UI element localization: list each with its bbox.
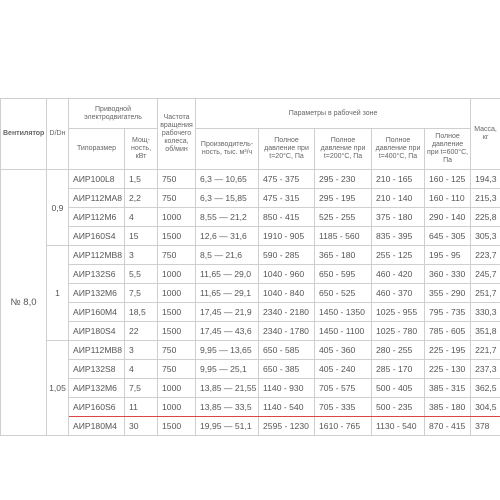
cell-pressure-20: 2340 - 1780 <box>259 322 315 341</box>
cell-pressure-20: 650 - 585 <box>259 341 315 360</box>
cell-pressure-400: 500 - 405 <box>372 379 425 398</box>
table-row <box>1 170 500 189</box>
table-row <box>1 417 500 436</box>
cell-power: 30 <box>125 417 158 436</box>
cell-pressure-20: 850 - 415 <box>259 208 315 227</box>
cell-pressure-200: 1185 - 560 <box>315 227 372 246</box>
table-row <box>1 246 500 265</box>
cell-pressure-200: 295 - 195 <box>315 189 372 208</box>
table-row <box>1 208 500 227</box>
cell-speed: 1500 <box>158 227 196 246</box>
cell-pressure-600: 785 - 605 <box>425 322 471 341</box>
cell-mass: 351,8 <box>471 322 500 341</box>
cell-pressure-20: 1140 - 540 <box>259 398 315 417</box>
cell-capacity: 11,65 — 29,0 <box>196 265 259 284</box>
cell-pressure-200: 295 - 230 <box>315 170 372 189</box>
header-fan: Вентилятор <box>1 99 47 170</box>
cell-capacity: 13,85 — 33,5 <box>196 398 259 417</box>
cell-pressure-600: 360 - 330 <box>425 265 471 284</box>
cell-motor-type: АИР132S6 <box>69 265 125 284</box>
cell-capacity: 6,3 — 10,65 <box>196 170 259 189</box>
cell-pressure-600: 385 - 315 <box>425 379 471 398</box>
cell-motor-type: АИР132М6 <box>69 284 125 303</box>
cell-speed: 1000 <box>158 284 196 303</box>
cell-motor-type: АИР100L8 <box>69 170 125 189</box>
cell-capacity: 11,65 — 29,1 <box>196 284 259 303</box>
cell-pressure-200: 525 - 255 <box>315 208 372 227</box>
cell-pressure-600: 195 - 95 <box>425 246 471 265</box>
cell-mass: 378 <box>471 417 500 436</box>
cell-motor-type: АИР112МВ8 <box>69 246 125 265</box>
cell-pressure-600: 355 - 290 <box>425 284 471 303</box>
header-p200: Полное давление при t=200°С, Па <box>315 129 372 170</box>
header-capacity: Производитель-ность, тыс. м³/ч <box>196 129 259 170</box>
cell-pressure-20: 1140 - 930 <box>259 379 315 398</box>
table-row <box>1 303 500 322</box>
header-p400: Полное давление при t=400°С, Па <box>372 129 425 170</box>
cell-speed: 1500 <box>158 303 196 322</box>
cell-power: 15 <box>125 227 158 246</box>
cell-pressure-200: 405 - 240 <box>315 360 372 379</box>
cell-mass: 251,7 <box>471 284 500 303</box>
cell-pressure-400: 280 - 255 <box>372 341 425 360</box>
table-row <box>1 360 500 379</box>
cell-capacity: 12,6 — 31,6 <box>196 227 259 246</box>
cell-pressure-20: 2340 - 2180 <box>259 303 315 322</box>
header-p20: Полное давление при t=20°С, Па <box>259 129 315 170</box>
header-params: Параметры в рабочей зоне <box>196 99 471 129</box>
cell-power: 22 <box>125 322 158 341</box>
cell-speed: 1000 <box>158 265 196 284</box>
cell-pressure-20: 590 - 285 <box>259 246 315 265</box>
cell-pressure-200: 1610 - 765 <box>315 417 372 436</box>
cell-mass: 237,3 <box>471 360 500 379</box>
cell-pressure-200: 705 - 335 <box>315 398 372 417</box>
cell-pressure-200: 365 - 180 <box>315 246 372 265</box>
cell-pressure-20: 1910 - 905 <box>259 227 315 246</box>
table-row <box>1 322 500 341</box>
cell-pressure-200: 705 - 575 <box>315 379 372 398</box>
cell-speed: 750 <box>158 341 196 360</box>
cell-capacity: 19,95 — 51,1 <box>196 417 259 436</box>
cell-pressure-400: 285 - 170 <box>372 360 425 379</box>
cell-power: 4 <box>125 360 158 379</box>
fan-label: № 8,0 <box>1 170 47 436</box>
header-type: Типоразмер <box>69 129 125 170</box>
cell-pressure-20: 475 - 375 <box>259 170 315 189</box>
cell-mass: 304,5 <box>471 398 500 417</box>
cell-pressure-200: 650 - 525 <box>315 284 372 303</box>
cell-motor-type: АИР112МВ8 <box>69 341 125 360</box>
cell-pressure-600: 870 - 415 <box>425 417 471 436</box>
cell-pressure-600: 225 - 130 <box>425 360 471 379</box>
cell-motor-type: АИР160М4 <box>69 303 125 322</box>
cell-pressure-400: 500 - 235 <box>372 398 425 417</box>
cell-mass: 245,7 <box>471 265 500 284</box>
cell-pressure-20: 650 - 385 <box>259 360 315 379</box>
fan-spec-table <box>0 98 500 436</box>
cell-motor-type: АИР132S8 <box>69 360 125 379</box>
cell-mass: 305,3 <box>471 227 500 246</box>
cell-speed: 1500 <box>158 417 196 436</box>
table-body <box>1 170 500 436</box>
cell-pressure-400: 210 - 140 <box>372 189 425 208</box>
cell-speed: 1000 <box>158 379 196 398</box>
cell-capacity: 9,95 — 13,65 <box>196 341 259 360</box>
cell-pressure-400: 460 - 420 <box>372 265 425 284</box>
header-dd: D/Dн <box>47 99 69 170</box>
cell-pressure-600: 645 - 305 <box>425 227 471 246</box>
cell-power: 3 <box>125 246 158 265</box>
cell-pressure-20: 475 - 315 <box>259 189 315 208</box>
cell-motor-type: АИР180М4 <box>69 417 125 436</box>
cell-pressure-200: 405 - 360 <box>315 341 372 360</box>
header-mass: Масса, кг <box>471 99 500 170</box>
header-power: Мощ-ность, кВт <box>125 129 158 170</box>
cell-pressure-400: 255 - 125 <box>372 246 425 265</box>
cell-pressure-600: 225 - 195 <box>425 341 471 360</box>
cell-speed: 750 <box>158 246 196 265</box>
cell-speed: 1500 <box>158 322 196 341</box>
cell-pressure-20: 1040 - 960 <box>259 265 315 284</box>
dd-value: 1 <box>47 246 69 341</box>
cell-pressure-600: 795 - 735 <box>425 303 471 322</box>
cell-pressure-400: 210 - 165 <box>372 170 425 189</box>
cell-power: 4 <box>125 208 158 227</box>
cell-power: 2,2 <box>125 189 158 208</box>
table-row <box>1 398 500 417</box>
table-row <box>1 341 500 360</box>
cell-speed: 750 <box>158 360 196 379</box>
table-row <box>1 265 500 284</box>
cell-pressure-600: 385 - 180 <box>425 398 471 417</box>
cell-mass: 223,7 <box>471 246 500 265</box>
cell-mass: 215,3 <box>471 189 500 208</box>
cell-motor-type: АИР112МА8 <box>69 189 125 208</box>
cell-mass: 225,8 <box>471 208 500 227</box>
cell-power: 3 <box>125 341 158 360</box>
cell-power: 11 <box>125 398 158 417</box>
table-row <box>1 227 500 246</box>
dd-value: 1,05 <box>47 341 69 436</box>
cell-motor-type: АИР112М6 <box>69 208 125 227</box>
table-header <box>1 99 500 170</box>
cell-pressure-400: 1130 - 540 <box>372 417 425 436</box>
cell-pressure-400: 1025 - 955 <box>372 303 425 322</box>
cell-pressure-600: 160 - 125 <box>425 170 471 189</box>
header-speed: Частота вращения рабочего колеса, об/мин <box>158 99 196 170</box>
table-row <box>1 189 500 208</box>
cell-mass: 221,7 <box>471 341 500 360</box>
cell-power: 18,5 <box>125 303 158 322</box>
cell-power: 5,5 <box>125 265 158 284</box>
cell-mass: 362,5 <box>471 379 500 398</box>
cell-motor-type: АИР160S6 <box>69 398 125 417</box>
cell-pressure-600: 160 - 110 <box>425 189 471 208</box>
cell-motor-type: АИР160S4 <box>69 227 125 246</box>
cell-motor-type: АИР132М6 <box>69 379 125 398</box>
cell-pressure-600: 290 - 140 <box>425 208 471 227</box>
cell-power: 7,5 <box>125 379 158 398</box>
cell-capacity: 17,45 — 21,9 <box>196 303 259 322</box>
header-motor: Приводной электродвигатель <box>69 99 158 129</box>
cell-pressure-200: 1450 - 1350 <box>315 303 372 322</box>
cell-pressure-20: 1040 - 840 <box>259 284 315 303</box>
cell-pressure-400: 460 - 370 <box>372 284 425 303</box>
cell-capacity: 9,95 — 25,1 <box>196 360 259 379</box>
spec-table-container <box>0 98 500 436</box>
cell-speed: 1000 <box>158 398 196 417</box>
cell-capacity: 6,3 — 15,85 <box>196 189 259 208</box>
cell-capacity: 8,55 — 21,2 <box>196 208 259 227</box>
cell-pressure-20: 2595 - 1230 <box>259 417 315 436</box>
cell-mass: 330,3 <box>471 303 500 322</box>
cell-pressure-400: 1025 - 780 <box>372 322 425 341</box>
header-p600: Полное давление при t=600°С, Па <box>425 129 471 170</box>
cell-pressure-400: 835 - 395 <box>372 227 425 246</box>
table-row <box>1 379 500 398</box>
cell-pressure-200: 650 - 595 <box>315 265 372 284</box>
cell-capacity: 8,5 — 21,6 <box>196 246 259 265</box>
cell-speed: 750 <box>158 189 196 208</box>
cell-pressure-400: 375 - 180 <box>372 208 425 227</box>
cell-power: 1,5 <box>125 170 158 189</box>
dd-value: 0,9 <box>47 170 69 246</box>
cell-capacity: 13,85 — 21,55 <box>196 379 259 398</box>
cell-speed: 1000 <box>158 208 196 227</box>
cell-pressure-200: 1450 - 1100 <box>315 322 372 341</box>
cell-speed: 750 <box>158 170 196 189</box>
cell-motor-type: АИР180S4 <box>69 322 125 341</box>
table-row <box>1 284 500 303</box>
cell-power: 7,5 <box>125 284 158 303</box>
cell-capacity: 17,45 — 43,6 <box>196 322 259 341</box>
cell-mass: 194,3 <box>471 170 500 189</box>
